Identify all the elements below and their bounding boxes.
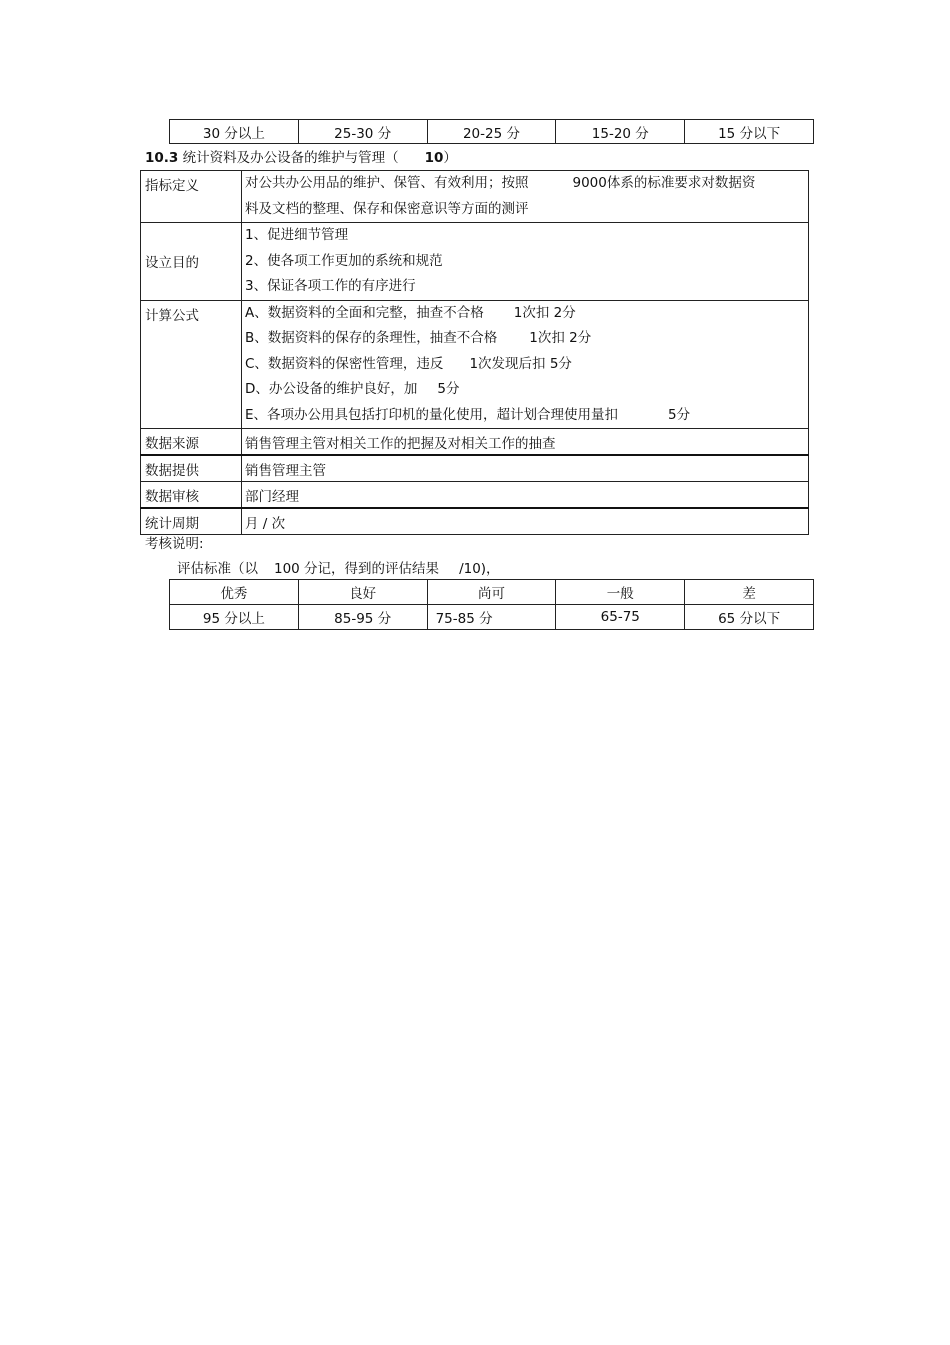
purpose-label: 设立目的 <box>141 223 242 301</box>
table-header-cell: 优秀 <box>170 580 299 605</box>
table-row <box>170 605 814 630</box>
period-value: 月 / 次 <box>242 508 809 535</box>
table-cell: 20-25 分 <box>427 120 556 144</box>
audit-value: 部门经理 <box>242 482 809 509</box>
table-header-cell: 差 <box>685 580 814 605</box>
table-row <box>141 455 809 482</box>
section-number: 10.3 <box>145 150 179 166</box>
provider-label: 数据提供 <box>141 455 242 482</box>
formula-line: E、各项办公用具包括打印机的量化使用，超计划合理使用量扣 <box>245 406 619 423</box>
table-cell: 15 分以下 <box>685 120 814 144</box>
evaluation-standard <box>177 557 500 577</box>
purpose-line: 1、促进细节管理 <box>245 227 349 243</box>
section-heading <box>145 146 457 166</box>
audit-label: 数据审核 <box>141 482 242 509</box>
purpose-line: 3、保证各项工作的有序进行 <box>245 278 416 294</box>
formula-line-tail: 1次发现后扣 5分 <box>469 355 572 372</box>
formula-line: C、数据资料的保密性管理，违反 <box>245 355 444 372</box>
formula-line: B、数据资料的保存的条理性，抽查不合格 <box>245 330 498 346</box>
table-cell: 65 分以下 <box>685 605 814 630</box>
table-row <box>141 482 809 509</box>
definition-content <box>242 171 809 223</box>
formula-line: D、办公设备的维护良好，加 <box>245 381 418 397</box>
formula-label: 计算公式 <box>141 300 242 429</box>
table-header-cell: 良好 <box>298 580 427 605</box>
provider-value: 销售管理主管 <box>242 455 809 482</box>
table-row <box>141 171 809 223</box>
table-cell: 30 分以上 <box>170 120 299 144</box>
source-label: 数据来源 <box>141 429 242 456</box>
table-cell: 75-85 分 <box>427 605 556 630</box>
formula-line-tail: 5分 <box>437 381 460 397</box>
definition-line-tail: 9000体系的标准要求对数据资 <box>572 175 756 191</box>
indicator-table <box>140 170 809 535</box>
definition-label: 指标定义 <box>141 171 242 223</box>
formula-content <box>242 300 809 429</box>
formula-line-tail: 1次扣 2分 <box>529 330 592 346</box>
definition-line: 对公共办公用品的维护、保管、有效利用；按照 <box>245 175 529 191</box>
table-row <box>170 120 814 144</box>
section-title: 统计资料及办公设备的维护与管理（ <box>182 150 399 166</box>
table-row <box>141 429 809 456</box>
evaluation-standard-part: /10)， <box>459 561 500 577</box>
formula-line-tail: 5分 <box>668 406 691 423</box>
table-cell: 15-20 分 <box>556 120 685 144</box>
purpose-line: 2、使各项工作更加的系统和规范 <box>245 252 443 269</box>
table-cell: 65-75 <box>556 605 685 630</box>
top-score-table <box>169 119 814 144</box>
section-weight: 10 <box>424 150 444 166</box>
table-row <box>141 508 809 535</box>
section-close: ） <box>443 150 457 166</box>
table-header-cell: 一般 <box>556 580 685 605</box>
evaluation-standard-part: 100 分记，得到的评估结果 <box>274 561 440 577</box>
table-header-row <box>170 580 814 605</box>
table-cell: 25-30 分 <box>298 120 427 144</box>
evaluation-standard-part: 评估标准（以 <box>177 561 258 577</box>
table-cell: 95 分以上 <box>170 605 299 630</box>
purpose-content <box>242 223 809 301</box>
definition-line: 料及文档的整理、保存和保密意识等方面的测评 <box>245 200 529 217</box>
table-row <box>141 300 809 429</box>
evaluation-table <box>169 579 814 630</box>
formula-line: A、数据资料的全面和完整，抽查不合格 <box>245 304 484 321</box>
period-label: 统计周期 <box>141 508 242 535</box>
assessment-note-label: 考核说明: <box>145 536 204 552</box>
table-row <box>141 223 809 301</box>
source-value: 销售管理主管对相关工作的把握及对相关工作的抽查 <box>242 429 809 456</box>
table-header-cell: 尚可 <box>427 580 556 605</box>
table-cell: 85-95 分 <box>298 605 427 630</box>
formula-line-tail: 1次扣 2分 <box>513 304 576 321</box>
